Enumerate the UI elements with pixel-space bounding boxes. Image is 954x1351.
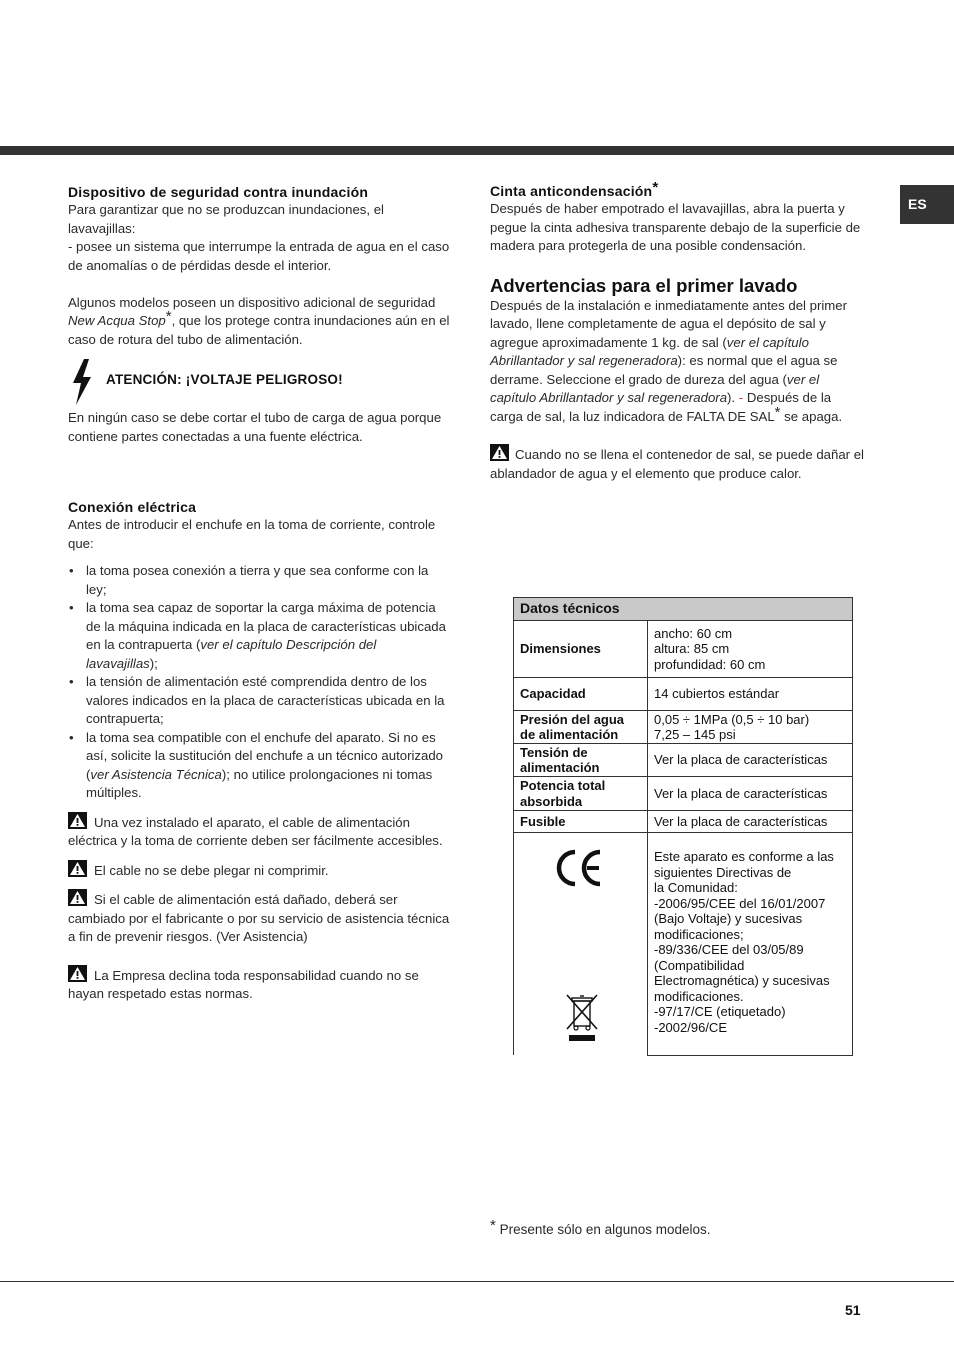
language-tab: ES (900, 185, 954, 224)
list-item (68, 599, 450, 673)
warning-note (68, 965, 450, 1004)
row-label: Fusible (514, 811, 648, 833)
warning-triangle-icon (490, 444, 509, 461)
list-item-text: ); no utilice prolongaciones ni tomas múltiples. (86, 766, 433, 800)
table-row (514, 811, 853, 833)
row-label: Tensión de alimentación (514, 744, 648, 777)
table-row (514, 777, 853, 811)
flood-p1: Para garantizar que no se produzcan inundaciones, el lavavajillas: (68, 202, 384, 236)
footnote-text: Presente sólo en algunos modelos. (499, 1222, 711, 1237)
ce-line: -2006/95/CEE del 16/01/2007 (654, 895, 826, 911)
ce-line: Este aparato es conforme a las (654, 849, 834, 864)
left-column (68, 183, 450, 1004)
ce-line: Electromagnética) y sucesivas (654, 973, 830, 988)
voltage-warning (68, 359, 450, 409)
voltage-text: En ningún caso se debe cortar el tubo de carga de agua porque contiene partes conectadas a una fuente eléctrica. (68, 410, 442, 444)
lightning-bolt-icon (70, 359, 94, 405)
ce-line: (Compatibilidad (654, 957, 745, 973)
first-wash-text-part: se apaga. (780, 408, 843, 424)
red-dash: - (738, 390, 744, 405)
tech-data-table (513, 597, 853, 1056)
right-column (490, 180, 865, 483)
asterisk: * (490, 1217, 496, 1234)
list-item-text: la toma sea capaz de soportar la carga máxima de potencia de la máquina indicada en la placa de características ubicada en la contrapuerta ( (86, 600, 446, 652)
cinta-title-text: Cinta anticondensación (490, 183, 653, 199)
warning-note (68, 812, 450, 851)
flood-p3-italic: New Acqua Stop (68, 313, 166, 328)
list-item (68, 729, 450, 803)
salt-warning (490, 444, 865, 483)
row-value: 14 cubiertos estándar (648, 678, 853, 711)
flood-p3-text: Algunos modelos poseen un dispositivo adicional de seguridad (68, 294, 436, 310)
page-number: 51 (845, 1302, 861, 1318)
dim-depth: profundidad: 60 cm (654, 656, 766, 672)
first-wash-text-part: ): es normal que el agua se derrame. Seleccione el grado de dureza del agua ( (490, 353, 838, 387)
first-wash-text-part: ). (727, 390, 739, 405)
warning-text: Cuando no se llena el contenedor de sal, se puede dañar el ablandador de agua y el elemento que produce calor. (490, 447, 864, 481)
row-value: Ver la placa de características (648, 744, 853, 777)
list-item: • la tensión de alimentación esté comprendida dentro de los valores indicados en la placa de características ubicada en la contrapuerta; (68, 673, 450, 729)
dim-width: ancho: 60 cm (654, 625, 733, 641)
row-label: Dimensiones (514, 621, 648, 678)
ce-line: -89/336/CEE del 03/05/89 (654, 942, 804, 957)
asterisk: * (652, 179, 659, 196)
asterisk: * (165, 308, 172, 325)
table-row (514, 744, 853, 777)
warning-text: El cable no se debe plegar ni comprimir. (94, 862, 329, 878)
ce-line: (Bajo Voltaje) y sucesivas (654, 911, 803, 926)
warning-text: La Empresa declina toda responsabilidad cuando no se hayan respetado estas normas. (68, 967, 419, 1001)
flood-p2: - posee un sistema que interrumpe la entrada de agua en el caso de anomalías o de pérdidas desde el interior. (68, 239, 450, 273)
flood-title: Dispositivo de seguridad contra inundación (68, 184, 369, 200)
warning-triangle-icon (68, 860, 87, 877)
warning-text: Una vez instalado el aparato, el cable de alimentación eléctrica y la toma de corriente deben ser fácilmente accesibles. (68, 814, 443, 848)
compliance-icons (514, 833, 648, 1056)
ce-line: -97/17/CE (etiquetado) (654, 1004, 786, 1019)
warning-triangle-icon (68, 889, 87, 906)
row-label: Potencia total absorbida (514, 777, 648, 811)
flood-p3 (68, 294, 450, 350)
crossed-bin-icon (565, 993, 599, 1043)
voltage-title: ATENCIÓN: ¡VOLTAJE PELIGROSO! (106, 372, 343, 387)
warning-note (68, 860, 450, 881)
list-item: • la toma posea conexión a tierra y que sea conforme con la ley; (68, 562, 450, 599)
table-row (514, 711, 853, 744)
warning-triangle-icon (68, 812, 87, 829)
compliance-text (648, 833, 853, 1056)
pressure-psi: 7,25 – 145 psi (654, 727, 736, 742)
warning-note (68, 889, 450, 947)
bottom-rule (0, 1281, 954, 1282)
electric-intro: Antes de introducir el enchufe en la toma de corriente, controle que: (68, 517, 436, 551)
row-value: Ver la placa de características (648, 777, 853, 811)
row-value: Ver la placa de características (648, 811, 853, 833)
electric-list (68, 562, 450, 803)
row-value (648, 711, 853, 744)
pressure-metric: 0,05 ÷ 1MPa (0,5 ÷ 10 bar) (654, 711, 810, 727)
list-item-text: la toma sea compatible con el enchufe del aparato. Si no es así, solicite la sustitución del enchufe a un técnico autorizado ( (86, 729, 444, 782)
table-row (514, 678, 853, 711)
warning-text: Si el cable de alimentación está dañado, deberá ser cambiado por el fabricante o por su servicio de asistencia técnica a fin de prevenir riesgos. (Ver Asistencia) (68, 892, 450, 944)
row-label: Capacidad (514, 678, 648, 711)
ce-line: la Comunidad: (654, 880, 738, 895)
footnote (490, 1217, 711, 1240)
cinta-text: Después de haber empotrado el lavavajillas, abra la puerta y pegue la cinta adhesiva transparente debajo de la superficie de madera para protegerla de una posible condensación. (490, 201, 861, 253)
table-header: Datos técnicos (514, 598, 853, 621)
table-row (514, 621, 853, 678)
flood-p3-text: , que los protege contra inundaciones aún en el caso de rotura del tubo de alimentación. (68, 313, 450, 347)
asterisk: * (774, 403, 781, 421)
first-wash-title: Advertencias para el primer lavado (490, 274, 798, 296)
list-item-text: ); (149, 655, 158, 671)
ce-line: modificaciones; (654, 926, 744, 942)
first-wash-text-part: Después de la carga de sal, la luz indicadora de FALTA DE SAL (490, 390, 832, 424)
first-wash-italic: ver el capítulo Abrillantador y sal regeneradora (490, 371, 820, 405)
electric-title: Conexión eléctrica (68, 499, 197, 515)
first-wash-italic: ver el capítulo Abrillantador y sal regeneradora (490, 334, 809, 368)
list-item-italic: ver el capítulo Descripción del lavavajillas (86, 637, 377, 671)
table-row (514, 833, 853, 1056)
list-item-italic: ver Asistencia Técnica (90, 766, 222, 782)
first-wash-text (490, 297, 865, 427)
ce-mark-icon (554, 847, 604, 889)
ce-line: siguientes Directivas de (654, 864, 792, 880)
first-wash-text-part: Después de la instalación e inmediatamente antes del primer lavado, llene completamente de agua el depósito de sal y agregue aproximadamente 1 kg. de sal ( (490, 297, 847, 350)
ce-line: modificaciones. (654, 988, 744, 1004)
dim-height: altura: 85 cm (654, 641, 730, 657)
row-label: Presión del agua de alimentación (514, 711, 648, 744)
top-bar (0, 146, 954, 155)
cinta-title (490, 179, 865, 200)
row-value (648, 621, 853, 678)
warning-triangle-icon (68, 965, 87, 982)
table-header-row (514, 598, 853, 621)
ce-line: -2002/96/CE (654, 1019, 727, 1035)
